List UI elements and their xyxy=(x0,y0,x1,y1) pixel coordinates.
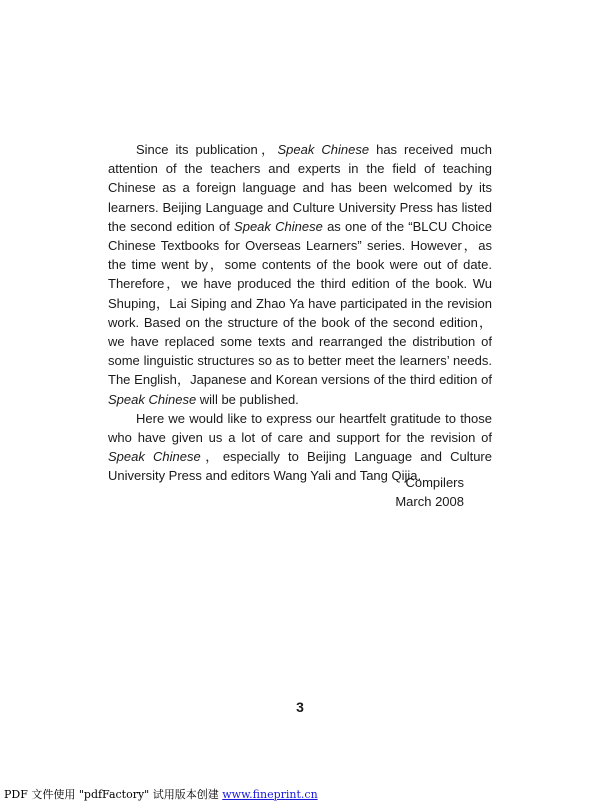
page-number: 3 xyxy=(296,699,304,715)
p2-text-2: ，especially to Beijing Language and Culture University Press and editors Wang Yali and Tang Qijia. xyxy=(108,449,492,484)
footer-link[interactable]: www.fineprint.cn xyxy=(222,788,318,801)
p1-text-1: Since its publication， xyxy=(136,142,278,157)
book-title-2: Speak Chinese xyxy=(234,218,323,234)
pdf-footer xyxy=(4,786,318,802)
book-title-3: Speak Chinese xyxy=(108,391,197,407)
p2-text-1: Here we would like to express our heartfelt gratitude to those who have given us a lot of care and support for the revision of xyxy=(108,410,492,446)
signature-date: March 2008 xyxy=(395,494,464,509)
signature-name: Compilers xyxy=(405,475,464,490)
preface-body xyxy=(108,140,492,486)
book-title-1: Speak Chinese xyxy=(277,142,370,157)
book-title-4: Speak Chinese xyxy=(108,449,201,465)
p1-text-4: will be published. xyxy=(196,391,299,407)
p1-text-2: has received much attention of the teachers and experts in the field of teaching Chinese as a foreign language and has been welcomed by its learners. Beijing Language and Culture University Press has listed the second edition of xyxy=(108,142,492,234)
p1-text-3: as one of the “BLCU Choice Chinese Textbooks for Overseas Learners” series. However，as the time went by，some contents of the book were out of date. Therefore，we have produced the third edition of the book. Wu Shuping，Lai Siping and Zhao Ya have participated in the revision work. Based on the structure of the book of the second edition，we have replaced some texts and rearranged the distribution of some linguistic structures so as to better meet the learners’ needs. The English，Japanese and Korean versions of the third edition of xyxy=(108,218,493,388)
paragraph-1 xyxy=(108,140,492,409)
footer-text: PDF 文件使用 "pdfFactory" 试用版本创建 xyxy=(4,788,223,801)
